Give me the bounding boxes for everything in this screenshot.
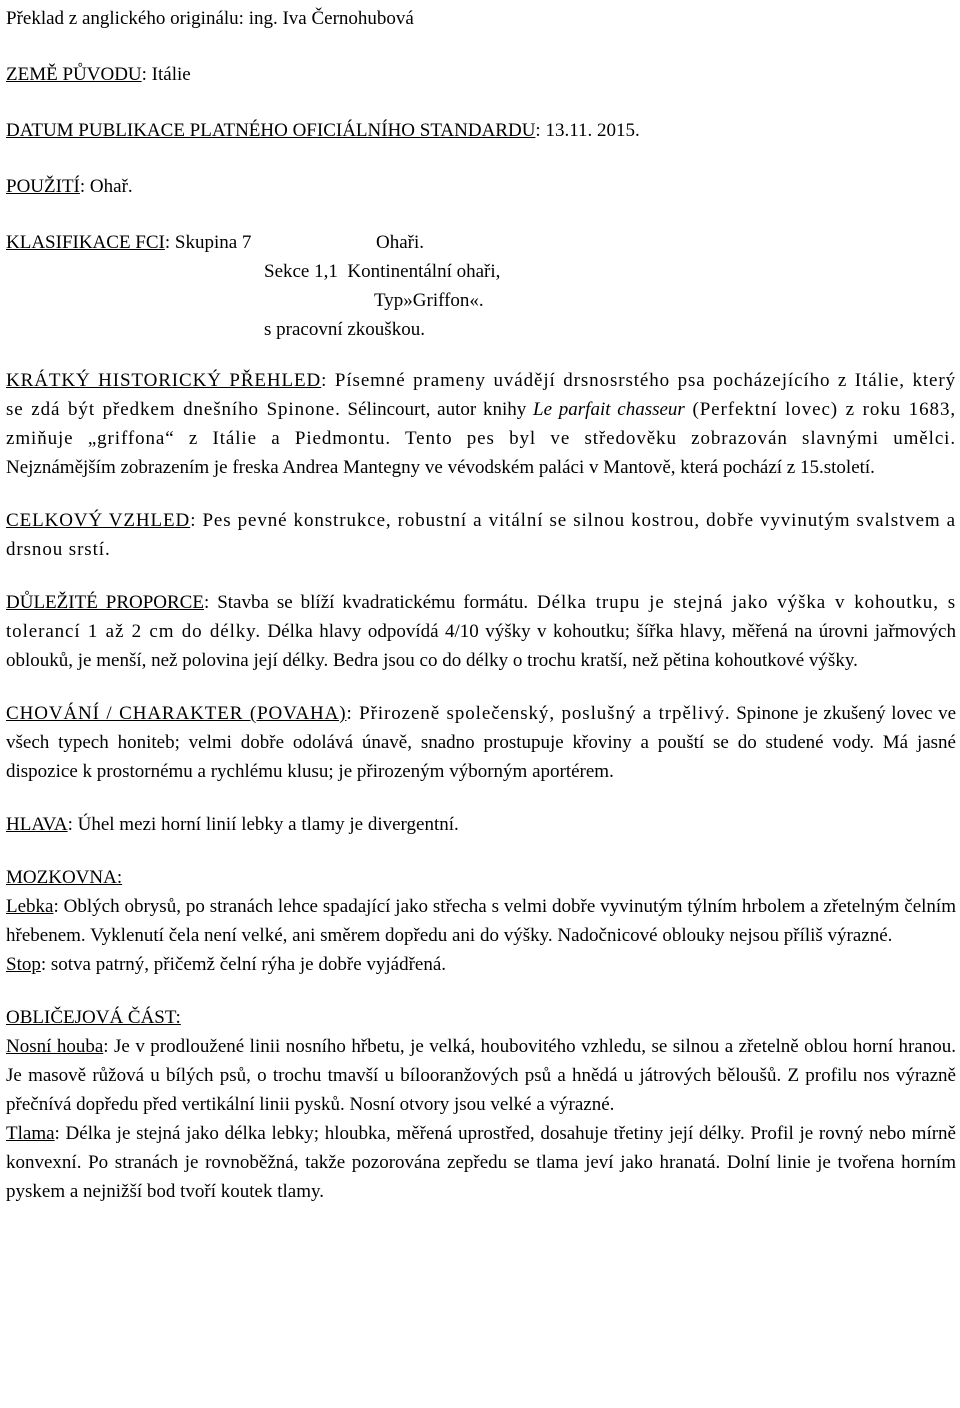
proportions-label: DŮLEŽITÉ PROPORCE [6,592,204,613]
proportions-text-1: : Stavba se blíží kvadratickému formátu. [203,592,529,613]
appearance-label: CELKOVÝ VZHLED [6,510,191,531]
classification-group-name: Ohaři. [376,232,425,253]
stop-label: Stop [6,954,41,975]
behaviour-text-2: Spinone je zkušený lovec ve všech typech honiteb; velmi dobře odolává únavě, snadno prostupuje křoviny a pouští se do studené vody. [6,703,956,753]
nose-paragraph [6,1032,956,1119]
history-text-5: Tento pes byl ve středověku zobrazován slavnými umělci. [391,428,956,449]
nose-label: Nosní houba [6,1036,104,1057]
skull-text-1: : Oblých obrysů, po stranách lehce spadající jako střecha s velmi dobře vyvinutým týlním hrbolem a zřetelným čelním hřebenem. [6,896,956,946]
history-book-title: Le parfait chasseur [533,399,685,420]
origin-value: : Itálie [141,64,191,85]
skull-text-2: Vyklenutí čela není velké, ani směrem dopředu ani do výšky. [85,925,553,946]
muzzle-text-4: Dolní linie je tvořena horním pyskem a nejnižší bod tvoří koutek tlamy. [6,1152,956,1202]
history-text-6: Nejznámějším zobrazením je freska Andrea Mantegny ve vévodském paláci v Mantově, která pochází z 15.století. [6,457,875,478]
appearance-text: : Pes pevné konstrukce, robustní a vitální se silnou kostrou, dobře vyvinutým svalstvem a drsnou srstí. [6,510,956,560]
classification-section: Sekce 1,1 [264,261,338,282]
classification-label: KLASIFIKACE FCI [6,232,165,253]
pubdate-value: : 13.11. 2015. [535,120,640,141]
classification-col [6,228,376,257]
proportions-text-4: Bedra jsou co do délky o trochu kratší, než pětina kohoutkové výšky. [328,650,858,671]
history-text-4: (Perfektní lovec) z roku 1683, zmiňuje „griffona“ z Itálie a Piedmontu. [6,399,956,449]
nose-text-2: Je masově růžová u bílých psů, o trochu tmavší u bílooranžových psů a hnědá u játrových běloušů. [6,1065,782,1086]
appearance-paragraph [6,506,956,564]
nose-text-4: Nosní otvory jsou velké a výrazné. [344,1094,615,1115]
behaviour-text-3: Má jasné dispozice k prostornému a rychlému klusu; je přirozeným výborným aportérem. [6,732,956,782]
translator-text: Překlad z anglického originálu: ing. Iva Černohubová [6,8,414,29]
head-text: : Úhel mezi horní linií lebky a tlamy je divergentní. [67,814,459,835]
behaviour-text-1: : Přirozeně společenský, poslušný a trpělivý. [346,703,731,724]
cranial-section [6,863,956,979]
muzzle-text-3: Po stranách je rovnoběžná, takže pozorována zepředu se tlama jeví jako hranatá. [81,1152,721,1173]
proportions-text-3: Délka hlavy odpovídá 4/10 výšky v kohoutku; šířka hlavy, měřená na úrovni jařmových oblouků, je menší, než polovina její délky. [6,621,956,671]
history-paragraph [6,366,956,482]
facial-section [6,1003,956,1206]
pubdate-line [6,116,956,145]
skull-paragraph [6,892,956,950]
pubdate-label: DATUM PUBLIKACE PLATNÉHO OFICIÁLNÍHO STANDARDU [6,120,536,141]
nose-text-1: : Je v prodloužené linii nosního hřbetu, je velká, houbovitého vzhledu, se silnou a zřetelně oblou horní hranou. [103,1036,956,1057]
facial-heading [6,1003,956,1032]
classification-type: Typ»Griffon«. [374,290,484,311]
proportions-paragraph [6,588,956,675]
stop-text: : sotva patrný, přičemž čelní rýha je dobře vyjádřená. [40,954,447,975]
origin-label: ZEMĚ PŮVODU [6,64,142,85]
classification-section-name: Kontinentální ohaři, [347,261,501,282]
skull-text-3: Nadočnicové oblouky nejsou příliš výrazné. [552,925,893,946]
facial-label: OBLIČEJOVÁ ČÁST: [6,1007,181,1028]
usage-label: POUŽITÍ [6,176,80,197]
classification-row [6,228,956,257]
cranial-label: MOZKOVNA: [6,867,123,888]
classification-group: : Skupina 7 [164,232,252,253]
usage-value: : Ohař. [79,176,133,197]
stop-paragraph [6,950,956,979]
proportions-text-2: Délka trupu je stejná jako výška v kohoutku, s tolerancí 1 až 2 cm do délky. [6,592,957,642]
muzzle-paragraph [6,1119,956,1206]
translator-line [6,4,956,33]
behaviour-paragraph [6,699,956,786]
nose-text-3: Z profilu nos výrazně přečnívá dopředu před vertikální linii pysků. [6,1065,956,1115]
classification-work: s pracovní zkouškou. [264,319,425,340]
usage-line [6,172,956,201]
muzzle-text-2: Profil je rovný nebo mírně konvexní. [6,1123,956,1173]
cranial-heading [6,863,956,892]
behaviour-label: CHOVÁNÍ / CHARAKTER (POVAHA) [6,703,347,724]
muzzle-text-1: : Délka je stejná jako délka lebky; hloubka, měřená uprostřed, dosahuje třetiny její délky. [54,1123,745,1144]
head-label: HLAVA [6,814,68,835]
origin-line [6,60,956,89]
history-text-1: : Písemné prameny uvádějí drsnosrstého psa pocházejícího z Itálie, který se zdá být předkem dnešního Spinone. [6,370,956,420]
classification-block [6,228,956,344]
history-label: KRÁTKÝ HISTORICKÝ PŘEHLED [6,370,322,391]
skull-label: Lebka [6,896,54,917]
classification-section-row [6,257,956,286]
history-text-2: Sélincourt, autor knihy [340,399,534,420]
head-paragraph [6,810,956,839]
muzzle-label: Tlama [6,1123,55,1144]
